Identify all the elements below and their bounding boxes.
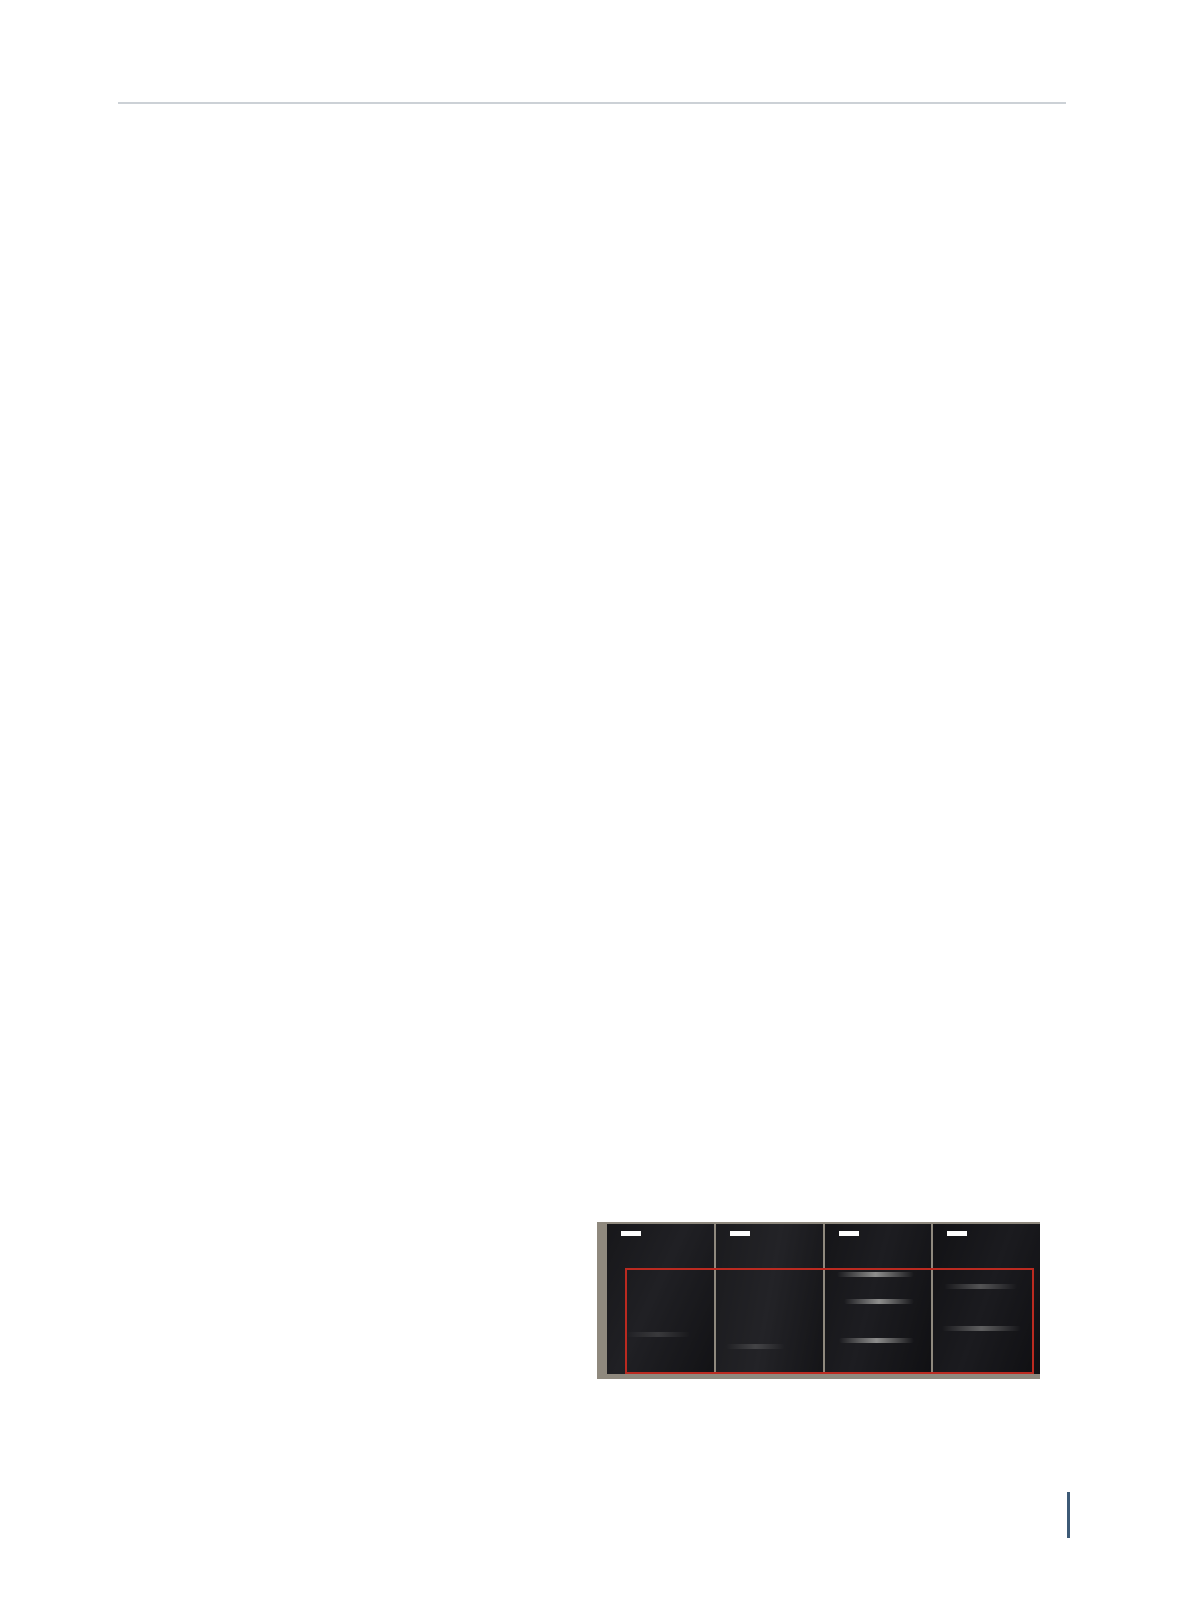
figure5-chart (300, 312, 1000, 672)
figure6-caption-cn (597, 1392, 1040, 1415)
tape-area-red-frame (625, 1268, 1034, 1374)
header-rule (118, 102, 1066, 104)
page-footer (1057, 1492, 1079, 1538)
figure5-chart-svg (314, 314, 974, 666)
figure6-photo (597, 1222, 1040, 1379)
figure5-caption-cn (120, 672, 1065, 695)
footer-divider-bar (1067, 1492, 1070, 1538)
panel-label-r11 (839, 1231, 859, 1236)
panel-label-r3 (730, 1231, 750, 1236)
figure5-caption-en (120, 701, 1065, 723)
table4-caption-cn (120, 737, 1065, 760)
table4-caption-en (120, 763, 1065, 785)
figure6-caption-en-line1 (580, 1421, 1060, 1443)
panel-label-r1 (947, 1231, 967, 1236)
panel-label-r2 (621, 1231, 641, 1236)
